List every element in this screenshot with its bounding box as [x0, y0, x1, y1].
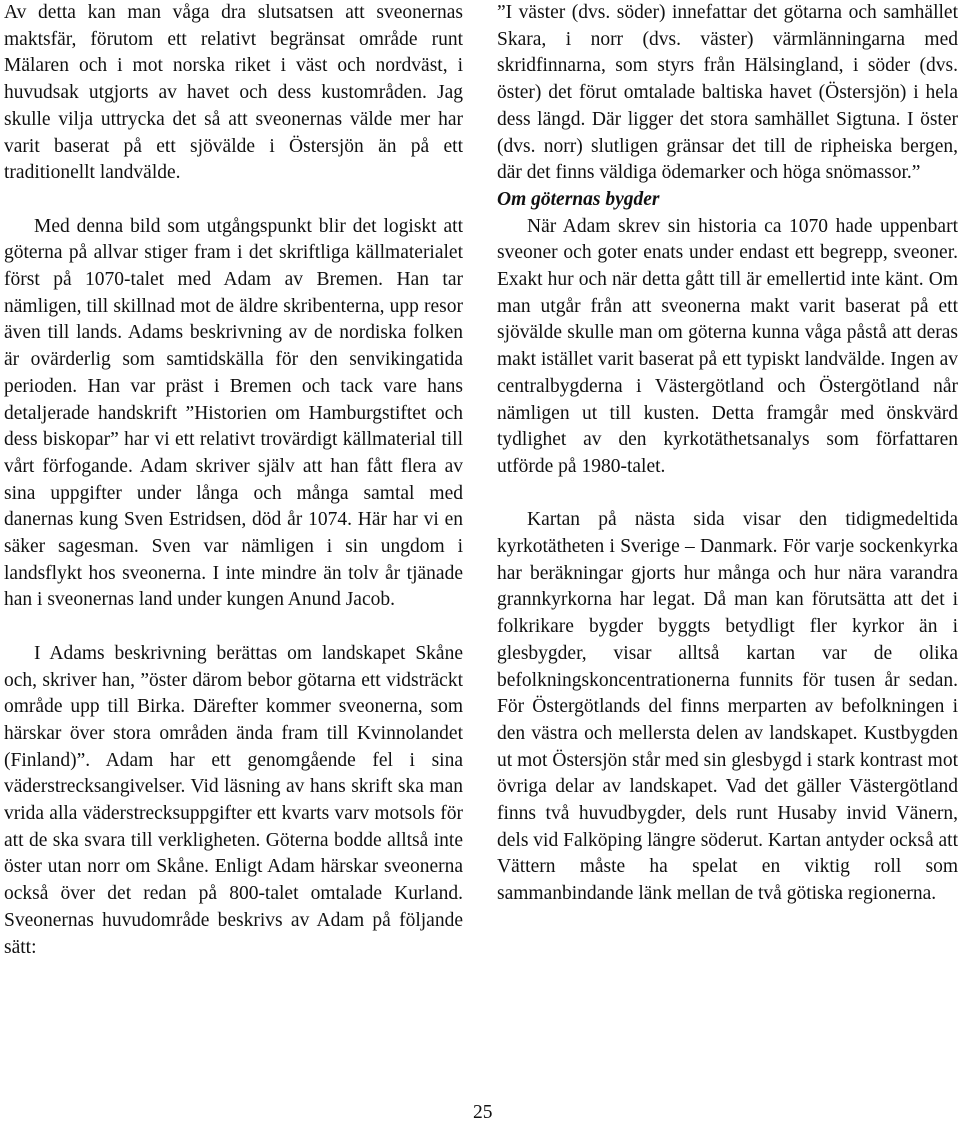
left-column: [4, 0, 463, 961]
adam-quote-paragraph: ”I väster (dvs. söder) innefattar det götarna och samhället Skara, i norr (dvs. väster) värmlänningarna med skridfinnarna, som styrs från Hälsingland, i söder (dvs. öster) det förut omtalade baltiska havet (Östersjön) i hela dess längd. Där ligger det stora samhället Sigtuna. I öster (dvs. norr) slutligen gränsar det till de ripheiska bergen, där det finns väldiga ödemarker och höga snömassor.”: [497, 2, 958, 184]
page-number: 25: [473, 1102, 493, 1123]
paragraph-adam-av-bremen: Med denna bild som utgångspunkt blir det logiskt att göterna på allvar stiger fram i det skriftliga källmaterialet först på 1070-talet med Adam av Bremen. Han tar nämligen, till skillnad mot de äldre skribenterna, upp resor även till lands. Adams beskrivning av de nordiska folken är ovärderlig som samtidskälla för den senvikingatida perioden. Han var präst i Bremen och tack vare hans detaljerade handskrift ”Historien om Hamburgstiftet och dess biskopar” har vi ett relativt trovärdigt källmaterial till vårt förfogande. Adam skriver själv att han fått flera av sina uppgifter under långa och många samtal med danernas kung Sven Estridsen, död år 1074. Här har vi en säker sagesman. Sven var nämligen i sin ungdom i landsflykt hos sveonerna. I inte mindre än tolv år tjänade han i sveonernas land under kungen Anund Jacob.: [4, 215, 463, 611]
paragraph-goternas-landvalde: När Adam skrev sin historia ca 1070 hade uppenbart sveoner och goter enats under endast ett begrepp, sveoner. Exakt hur och när detta gått till är emellertid inte känt. Om man utgår från att sveonerna makt varit baserat på ett sjövälde skulle man om göterna kunna våga påstå att deras makt istället varit baserat på ett typiskt landvälde. Ingen av centralbygderna i Västergötland och Östergötland når nämligen ut till kusten. Detta framgår med önskvärd tydlighet av den kyrkotäthetsanalys som författaren utförde på 1980-talet.: [497, 215, 958, 477]
section-heading: Om göternas bygder: [497, 188, 660, 210]
paragraph-adams-beskrivning: I Adams beskrivning berättas om landskapet Skåne och, skriver han, ”öster därom bebor götarna ett vidsträckt område upp till Birka. Därefter kommer sveonerna, som härskar över stora områden ända fram till Kvinnolandet (Finland)”. Adam har ett genomgående fel i sina väderstrecksangivelser. Vid läsning av hans skrift ska man vrida alla väderstrecksuppgifter ett kvarts varv motsols för att de ska svara till verkligheten. Göterna bodde alltså inte öster utan norr om Skåne. Enligt Adam härskar sveonerna också över det redan på 800-talet omtalade Kurland. Sveonernas huvudområde beskrivs av Adam på följande sätt:: [4, 642, 463, 958]
paragraph-kyrkotathet-karta: Kartan på nästa sida visar den tidigmedeltida kyrkotätheten i Sverige – Danmark. För varje sockenkyrka har beräkningar gjorts hur många och hur nära varandra grannkyrkorna har legat. Då man kan förutsätta att det i folkrikare bygder byggts betydligt fler kyrkor än i glesbygder, visar alltså kartan var de olika befolkningskoncentrationerna funnits för tusen år sedan. För Östergötlands del finns merparten av befolkningen i den västra och mellersta delen av landskapet. Kustbygden ut mot Östersjön står med sin glesbygd i stark kontrast mot övriga delar av landskapet. Vad det gäller Västergötland finns två huvudbygder, dels runt Husaby invid Vänern, dels vid Falköping längre söderut. Kartan antyder också att Vättern måste ha spelat en viktig roll som sammanbindande länk mellan de två götiska regionerna.: [497, 509, 958, 905]
right-column: [497, 0, 958, 908]
paragraph-sveonernas-maktsfar: Av detta kan man våga dra slutsatsen att sveonernas maktsfär, förutom ett relativt begränsat område runt Mälaren och i mot norska riket i väst och nordväst, i huvudsak utgjorts av havet och dess kustområden. Jag skulle vilja uttrycka det så att sveonernas välde mer har varit baserat på ett sjövälde i Östersjön än på ett traditionellt landvälde.: [4, 2, 463, 184]
